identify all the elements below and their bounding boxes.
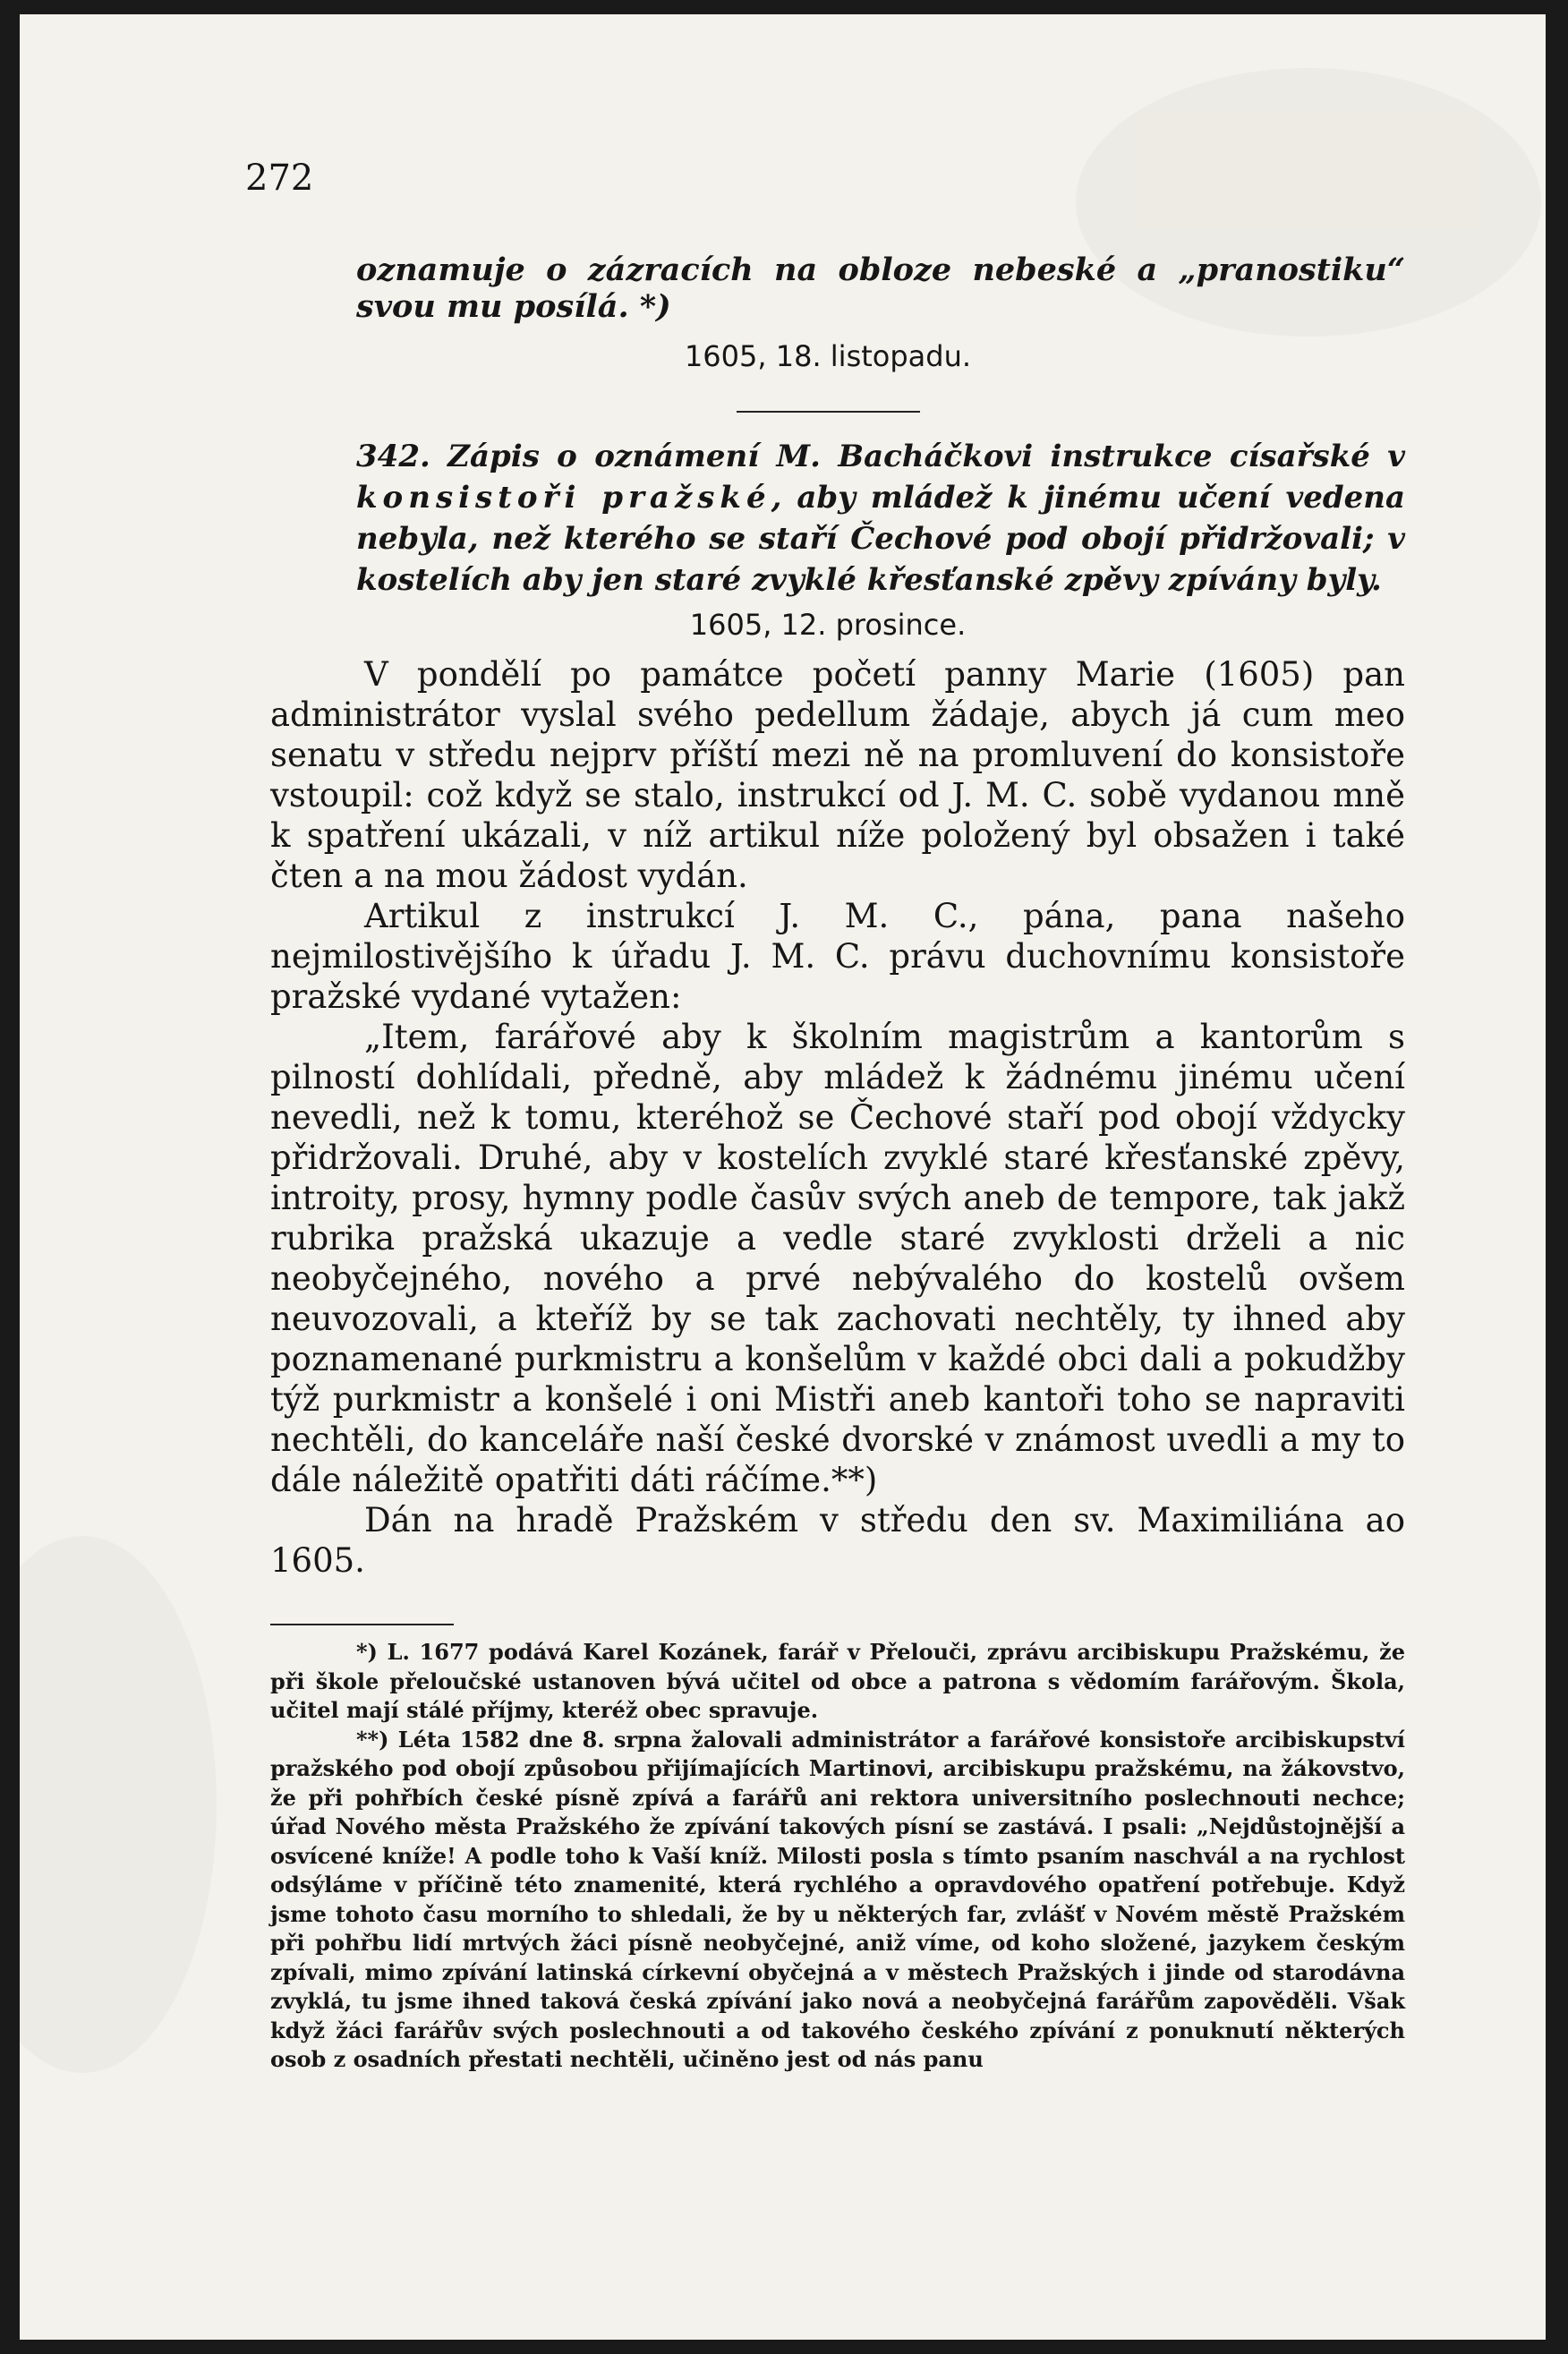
entry-number: 342. (356, 439, 430, 474)
section-divider (737, 411, 920, 413)
paragraph: Artikul z instrukcí J. M. C., pána, pana našeho nejmilostivějšího k úřadu J. M. C. právu duchovnímu konsistoře pražské vydané vytažen: (270, 897, 1405, 1016)
text-block (251, 252, 1405, 2075)
footnote-2: **) Léta 1582 dne 8. srpna žalovali administrátor a farářové konsistoře arcibiskupství pražského pod obojí způsobou přijímajících Martinovi, arcibiskupu pražskému, na žákovstvo, že při pohřbích české písně zpívá a farářů ani rektora universitního poslechnouti nechce; úřad Nového města Pražského že zpívání takových písní se zastává. I psali: „Nejdůstojnější a osvícené kníže! A podle toho k Vaší kníž. Milosti posla s tímto psaním naschvál a na rychlost odsýláme v příčině této znamenité, která rychlého a opravdového opatření potřebuje. Když jsme tohoto času morního to shledali, že by u některých far, zvlášť v Novém městě Pražském při pohřbu lidí mrtvých žáci písně neobyčejné, aniž víme, od koho složené, jazykem českým zpívali, mimo zpívání latinská církevní obyčejná a v městech Pražských i jinde od starodávna zvyklá, tu jsme ihned taková česká zpívání jako nová a neobyčejná farářům zapověděli. Však když žáci farářův svých poslechnouti a od takového českého zpívání z ponuknutí některých osob z osadních přestati nechtěli, učiněno jest od nás panu (270, 1726, 1405, 2072)
entry-text-spaced: konsistoři pražské (356, 480, 771, 516)
paper-stain (20, 1536, 217, 2073)
entry-text-a: Zápis o oznámení M. Bacháčkovi instrukce císařské v (447, 439, 1405, 474)
paragraph: „Item, farářové aby k školním magistrům a kantorům s pilností dohlídali, předně, aby mládež k žádnému jinému učení nevedli, než k tomu, kteréhož se Čechové staří pod obojí vždycky přidržovali. Druhé, aby v kostelích zvyklé staré křesťanské zpěvy, introity, prosy, hymny podle časův svých aneb de tempore, tak jakž rubrika pražská ukazuje a vedle staré zvyklosti drželi a nic neobyčejného, nového a prvé nebývalého do kostelů ovšem neuvozovali, a kteříž by se tak zachovati nechtěly, ty ihned aby poznamenané purkmistru a konšelům v každé obci dali a pokudžby týž purkmistr a konšelé i oni Mistři aneb kantoři toho se napraviti nechtěli, do kanceláře naší české dvorské v známost uvedli a my to dále náležitě opatřiti dáti ráčíme.**) (270, 1018, 1405, 1499)
body-text (270, 654, 1405, 1581)
footnotes (270, 1638, 1405, 2075)
page-number: 272 (245, 158, 314, 199)
dateline-2: 1605, 12. prosince. (689, 608, 967, 642)
entry-text-b: , aby mládež k jinému učení vedena nebyla, než kterého se staří Čechové pod obojí přidržovali; v kostelích aby jen staré zvyklé křesťanské zpěvy zpívány byly. (356, 480, 1405, 598)
footnote-divider (270, 1624, 454, 1625)
book-page (20, 14, 1546, 2340)
dateline-1: 1605, 18. listopadu. (684, 339, 972, 373)
paragraph: V pondělí po památce početí panny Marie (1605) pan administrátor vyslal svého pedellum žádaje, abych já cum meo senatu v středu nejprv příští mezi ně na promluvení do konsistoře vstoupil: což když se stalo, instrukcí od J. M. C. sobě vydanou mně k spatření ukázali, v níž artikul níže položený byl obsažen i také čten a na mou žádost vydán. (270, 655, 1405, 895)
footnote-1: *) L. 1677 podává Karel Kozánek, farář v Přelouči, zprávu arcibiskupu Pražskému, že při škole přeloučské ustanoven bývá učitel od obce a patrona s vědomím farářovým. Škola, učitel mají stálé příjmy, kteréž obec spravuje. (270, 1639, 1405, 1723)
intro-text: oznamuje o zázracích na obloze nebeské a „pranostiku“ svou mu posílá. *) (356, 252, 1405, 325)
entry-heading (356, 436, 1405, 601)
paragraph: Dán na hradě Pražském v středu den sv. Maximiliána ao 1605. (270, 1501, 1405, 1580)
